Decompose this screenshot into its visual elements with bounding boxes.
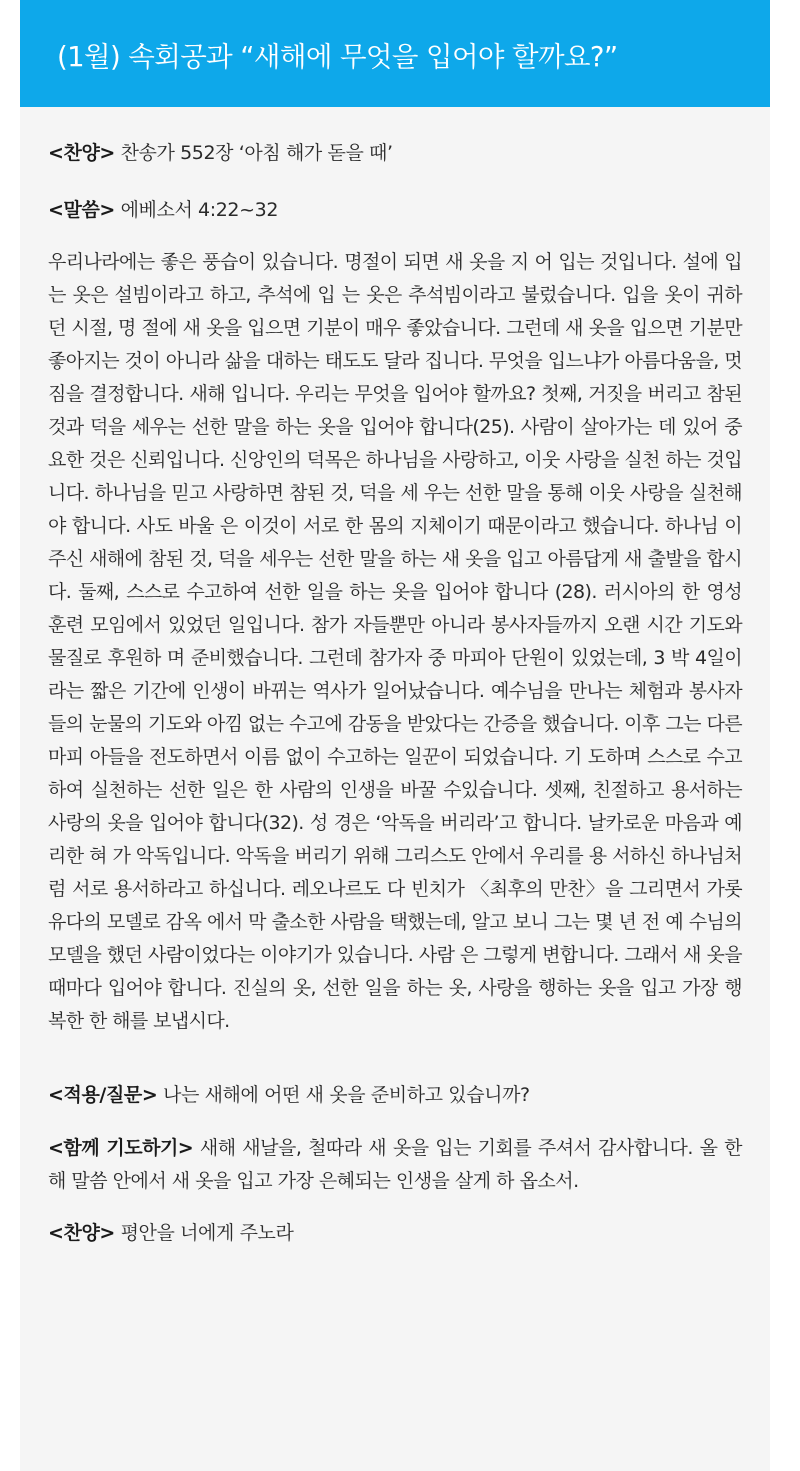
closing-praise-text: 평안을 너에게 주노라	[114, 1222, 294, 1244]
content-area	[20, 138, 770, 1248]
sermon-body: 우리나라에는 좋은 풍습이 있습니다. 명절이 되면 새 옷을 지 어 입는 것입니다. 설에 입는 옷은 설빔이라고 하고, 추석에 입 는 옷은 추석빔이라고 불렀습니다. 입을 옷이 귀하던 시절, 명 절에 새 옷을 입으면 기분이 매우 좋았습니다. 그런데 새 옷을 입으면 기분만 좋아지는 것이 아니라 삶을 대하는 태도도 달라 집니다. 무엇을 입느냐가 아름다움을, 멋짐을 결정합니다. 새해 입니다. 우리는 무엇을 입어야 할까요? 첫째, 거짓을 버리고 참된 것과 덕을 세우는 선한 말을 하는 옷을 입어야 합니다(25). 사람이 살아가는 데 있어 중요한 것은 신뢰입니다. 신앙인의 덕목은 하나님을 사랑하고, 이웃 사랑을 실천 하는 것입니다. 하나님을 믿고 사랑하면 참된 것, 덕을 세 우는 선한 말을 통해 이웃 사랑을 실천해야 합니다. 사도 바울 은 이것이 서로 한 몸의 지체이기 때문이라고 했습니다. 하나님 이 주신 새해에 참된 것, 덕을 세우는 선한 말을 하는 새 옷을 입고 아름답게 새 출발을 합시다. 둘째, 스스로 수고하여 선한 일을 하는 옷을 입어야 합니다 (28). 러시아의 한 영성 훈련 모임에서 있었던 일입니다. 참가 자들뿐만 아니라 봉사자들까지 오랜 시간 기도와 물질로 후원하 며 준비했습니다. 그런데 참가자 중 마피아 단원이 있었는데, 3 박 4일이라는 짧은 기간에 인생이 바뀌는 역사가 일어났습니다. 예수님을 만나는 체험과 봉사자들의 눈물의 기도와 아낌 없는 수고에 감동을 받았다는 간증을 했습니다. 이후 그는 다른 마피 아들을 전도하면서 이름 없이 수고하는 일꾼이 되었습니다. 기 도하며 스스로 수고하여 실천하는 선한 일은 한 사람의 인생을 바꿀 수있습니다. 셋째, 친절하고 용서하는 사랑의 옷을 입어야 합니다(32). 성 경은 ‘악독을 버리라’고 합니다. 날카로운 마음과 예리한 혀 가 악독입니다. 악독을 버리기 위해 그리스도 안에서 우리를 용 서하신 하나님처럼 서로 용서하라고 하십니다. 레오나르도 다 빈치가 〈최후의 만찬〉을 그리면서 가롯 유다의 모델로 감옥 에서 막 출소한 사람을 택했는데, 알고 보니 그는 몇 년 전 예 수님의 모델을 했던 사람이었다는 이야기가 있습니다. 사람 은 그렇게 변합니다. 그래서 새 옷을 때마다 입어야 합니다. 진실의 옷, 선한 일을 하는 옷, 사랑을 행하는 옷을 입고 가장 행복한 한 해를 보냅시다.	[48, 251, 742, 1032]
prayer-paragraph	[48, 1132, 742, 1198]
devotional-card	[20, 0, 770, 1471]
apply-text: 나는 새해에 어떤 새 옷을 준비하고 있습니까?	[157, 1084, 530, 1106]
closing-praise-line	[48, 1218, 742, 1248]
apply-label: <적용/질문>	[48, 1084, 158, 1106]
prayer-text: 새해 새날을, 철따라 새 옷을 입는 기회를 주셔서 감사합니다. 올 한 해 말씀 안에서 새 옷을 입고 가장 은혜되는 인생을 살게 하 옵소서.	[48, 1137, 742, 1192]
scripture-text: 에베소서 4:22~32	[114, 199, 279, 221]
praise-text: 찬송가 552장 ‘아침 해가 돋을 때’	[114, 142, 393, 164]
praise-line	[48, 138, 742, 168]
apply-question-line	[48, 1080, 742, 1110]
prayer-label: <함께 기도하기>	[48, 1137, 194, 1159]
closing-praise-label: <찬양>	[48, 1222, 115, 1244]
scripture-line	[48, 195, 742, 225]
scripture-label: <말씀>	[48, 199, 115, 221]
praise-label: <찬양>	[48, 142, 115, 164]
page-title: (1월) 속회공과 “새해에 무엇을 입어야 할까요?”	[57, 40, 618, 73]
header-banner	[20, 0, 770, 107]
